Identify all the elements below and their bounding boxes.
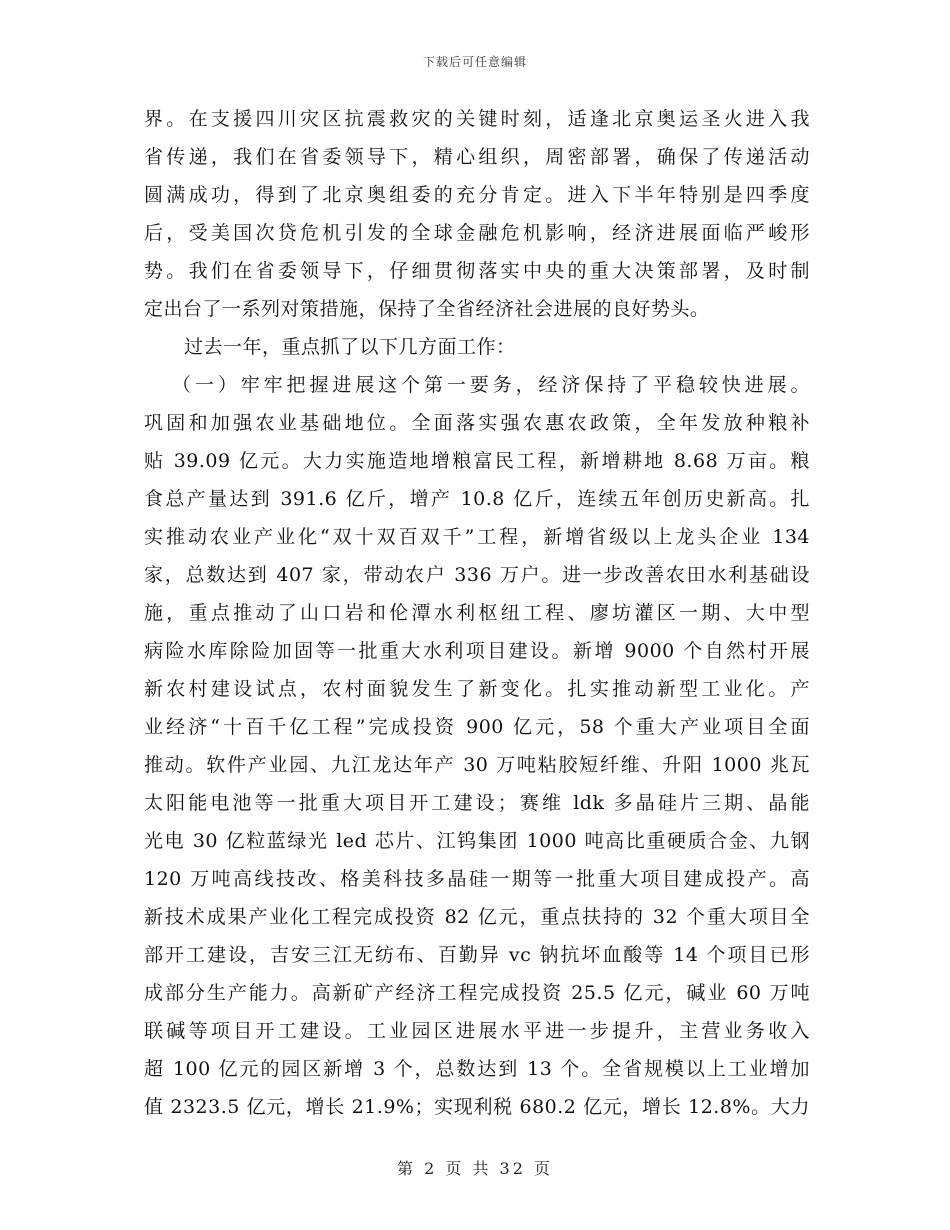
document-body xyxy=(144,100,810,1126)
text-line: 成部分生产能力。高新矿产经济工程完成投资 25.5 亿元，碱业 60 万吨 xyxy=(144,982,810,1004)
text-line: 超 100 亿元的园区新增 3 个，总数达到 13 个。全省规模以上工业增加 xyxy=(144,1058,810,1080)
text-line: 病险水库除险加固等一批重大水利项目建设。新增 9000 个自然村开展 xyxy=(144,640,810,662)
text-line: 定出台了一系列对策措施，保持了全省经济社会进展的良好势头。 xyxy=(144,298,710,320)
text-line: 界。在支援四川灾区抗震救灾的关键时刻，适逢北京奥运圣火进入我 xyxy=(144,108,810,130)
text-line: 实推动农业产业化“双十双百双千”工程，新增省级以上龙头企业 134 xyxy=(144,526,810,548)
text-line: 推动。软件产业园、九江龙达年产 30 万吨粘胶短纤维、升阳 1000 兆瓦 xyxy=(144,754,810,776)
text-line: 巩固和加强农业基础地位。全面落实强农惠农政策，全年发放种粮补 xyxy=(144,412,810,434)
text-line: 圆满成功，得到了北京奥组委的充分肯定。进入下半年特别是四季度 xyxy=(144,184,810,206)
text-line: 后，受美国次贷危机引发的全球金融危机影响，经济进展面临严峻形 xyxy=(144,222,810,244)
text-line: 部开工建设，吉安三江无纺布、百勤异 vc 钠抗坏血酸等 14 个项目已形 xyxy=(144,944,810,966)
text-line: 值 2323.5 亿元，增长 21.9%；实现利税 680.2 亿元，增长 12.8%。大力 xyxy=(144,1096,810,1118)
text-line: 新技术成果产业化工程完成投资 82 亿元，重点扶持的 32 个重大项目全 xyxy=(144,906,810,928)
text-line: 施，重点推动了山口岩和伦潭水利枢纽工程、廖坊灌区一期、大中型 xyxy=(144,602,810,624)
text-line: 联碱等项目开工建设。工业园区进展水平进一步提升，主营业务收入 xyxy=(144,1020,810,1042)
text-line: 业经济“十百千亿工程”完成投资 900 亿元，58 个重大产业项目全面 xyxy=(144,716,810,738)
text-line: 新农村建设试点，农村面貌发生了新变化。扎实推动新型工业化。产 xyxy=(144,678,810,700)
text-line: 家，总数达到 407 家，带动农户 336 万户。进一步改善农田水利基础设 xyxy=(144,564,810,586)
page-header: 下载后可任意编辑 xyxy=(422,55,527,69)
text-line: 食总产量达到 391.6 亿斤，增产 10.8 亿斤，连续五年创历史新高。扎 xyxy=(144,488,810,510)
paragraph-intro: 过去一年，重点抓了以下几方面工作： xyxy=(184,336,516,358)
section-heading: （一）牢牢把握进展这个第一要务，经济保持了平稳较快进展。 xyxy=(172,374,810,396)
text-line: 省传递，我们在省委领导下，精心组织，周密部署，确保了传递活动 xyxy=(144,146,810,168)
text-line: 势。我们在省委领导下，仔细贯彻落实中央的重大决策部署，及时制 xyxy=(144,260,810,282)
page-number-footer: 第 2 页 共 32 页 xyxy=(397,1159,553,1178)
text-line: 光电 30 亿粒蓝绿光 led 芯片、江钨集团 1000 吨高比重硬质合金、九钢 xyxy=(144,830,810,852)
text-line: 太阳能电池等一批重大项目开工建设；赛维 ldk 多晶硅片三期、晶能 xyxy=(144,792,810,814)
text-line: 贴 39.09 亿元。大力实施造地增粮富民工程，新增耕地 8.68 万亩。粮 xyxy=(144,450,810,472)
text-line: 120 万吨高线技改、格美科技多晶硅一期等一批重大项目建成投产。高 xyxy=(144,868,810,890)
